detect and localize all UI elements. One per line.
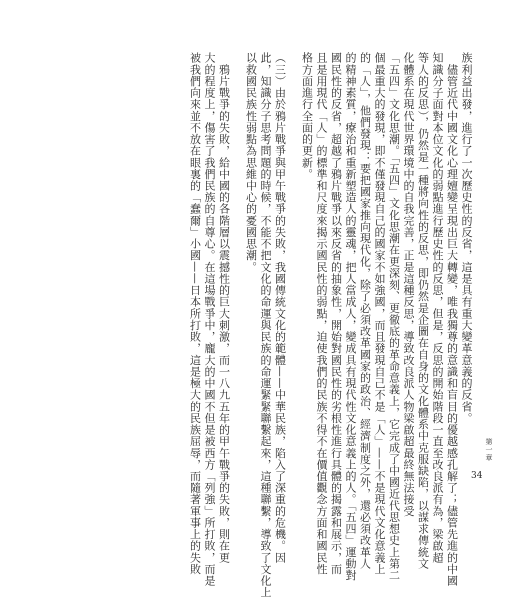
page-number: 34 xyxy=(471,471,483,481)
vertical-text-body xyxy=(92,52,473,598)
paragraph-gap xyxy=(289,52,298,464)
paragraph-gap xyxy=(233,52,242,464)
text-column: 國民性的反省，超越了鴉片戰爭以來反省的抽象性，開始對國民性的劣根性進行具體的揭露和展示，而 xyxy=(329,52,343,575)
text-column: 且是用現代「人」的標準和尺度來揭示國民性的弱點，迫使我們的民族不得不在價值觀念方面和國民性 xyxy=(315,52,328,575)
text-column: 鴉片戰爭的失敗，給中國的各階層以震撼性的巨大刺激，而一八九五年的甲午戰爭的失敗，則在更 xyxy=(217,52,231,564)
text-column: 的「人」，他們發現：要把國家推向現代化，除了必須改革國家的政治、經濟制度之外，還必須改革人 xyxy=(358,52,372,570)
text-column: 被我們向來並不放在眼裏的「蠢爾」小國——日本所打敗，這是極大的民族屈辱，而隨著軍事上的失敗 xyxy=(188,52,202,575)
text-column: 儘管近代中國文化心理嬗變呈現出巨大轉變，唯我獨尊的意識和盲目的優越感孔解了；儘管先進的中國 xyxy=(445,52,459,587)
text-column: 此，知識分子思考問題的時候，不能不把文化的命運與民族的命運緊緊聯繫起來，這種聯繫，導致了文化上 xyxy=(259,52,272,598)
text-column: 格方面進行全面的更新。 xyxy=(300,52,314,180)
text-column: 知識分子面對本位文化的弱點進行歷史性的反思，但是，反思的開始階段一直至改良派有為，梁啟超 xyxy=(431,52,444,564)
text-column: 「五四」文化思潮。「五四」文化思潮在更深刻、更徹底的革命意義上，它完成了中國近代思想史上第二 xyxy=(387,52,401,582)
text-column: 的精神素質，療治和重新塑造人的靈魂，把人當成人，變成具有現代性文化意義上的人。「五四」運動對 xyxy=(344,52,357,582)
text-column: 等人的反思），仍然是一種將向性的反思，即仍然是企圖在自身的文化體系中克服缺陷，以謀求傳統文 xyxy=(416,52,430,570)
text-column: 以救國民族性弱點為思維中心的憂國思潮。 xyxy=(244,52,258,273)
text-column: （三）由於鴉片戰爭與甲午戰爭的失敗，我國傳統文化的範體——中華民族，陷入了深重的危機。因 xyxy=(273,52,287,564)
text-column: 化體系在現代世界環境中的自我完善，正是這種反思，導致改良派人物梁啟超最終無法接受 xyxy=(402,52,415,517)
text-column: 族利益出發，進行了一次歷史性的反省，這是具有重大變革意義的反省。 xyxy=(460,52,473,424)
text-column: 大的程度上，傷害了我們民族的自尊心。在這場戰爭中，龐大的中國不但是被西方「列強」所打敗，而是 xyxy=(203,52,216,587)
chapter-label: 第一章 xyxy=(485,438,493,462)
text-column: 個最重大的發現，即不僅發現自己的國家不如強國，而且發現自己不是「人」——不是現代文化意義上 xyxy=(373,52,386,575)
